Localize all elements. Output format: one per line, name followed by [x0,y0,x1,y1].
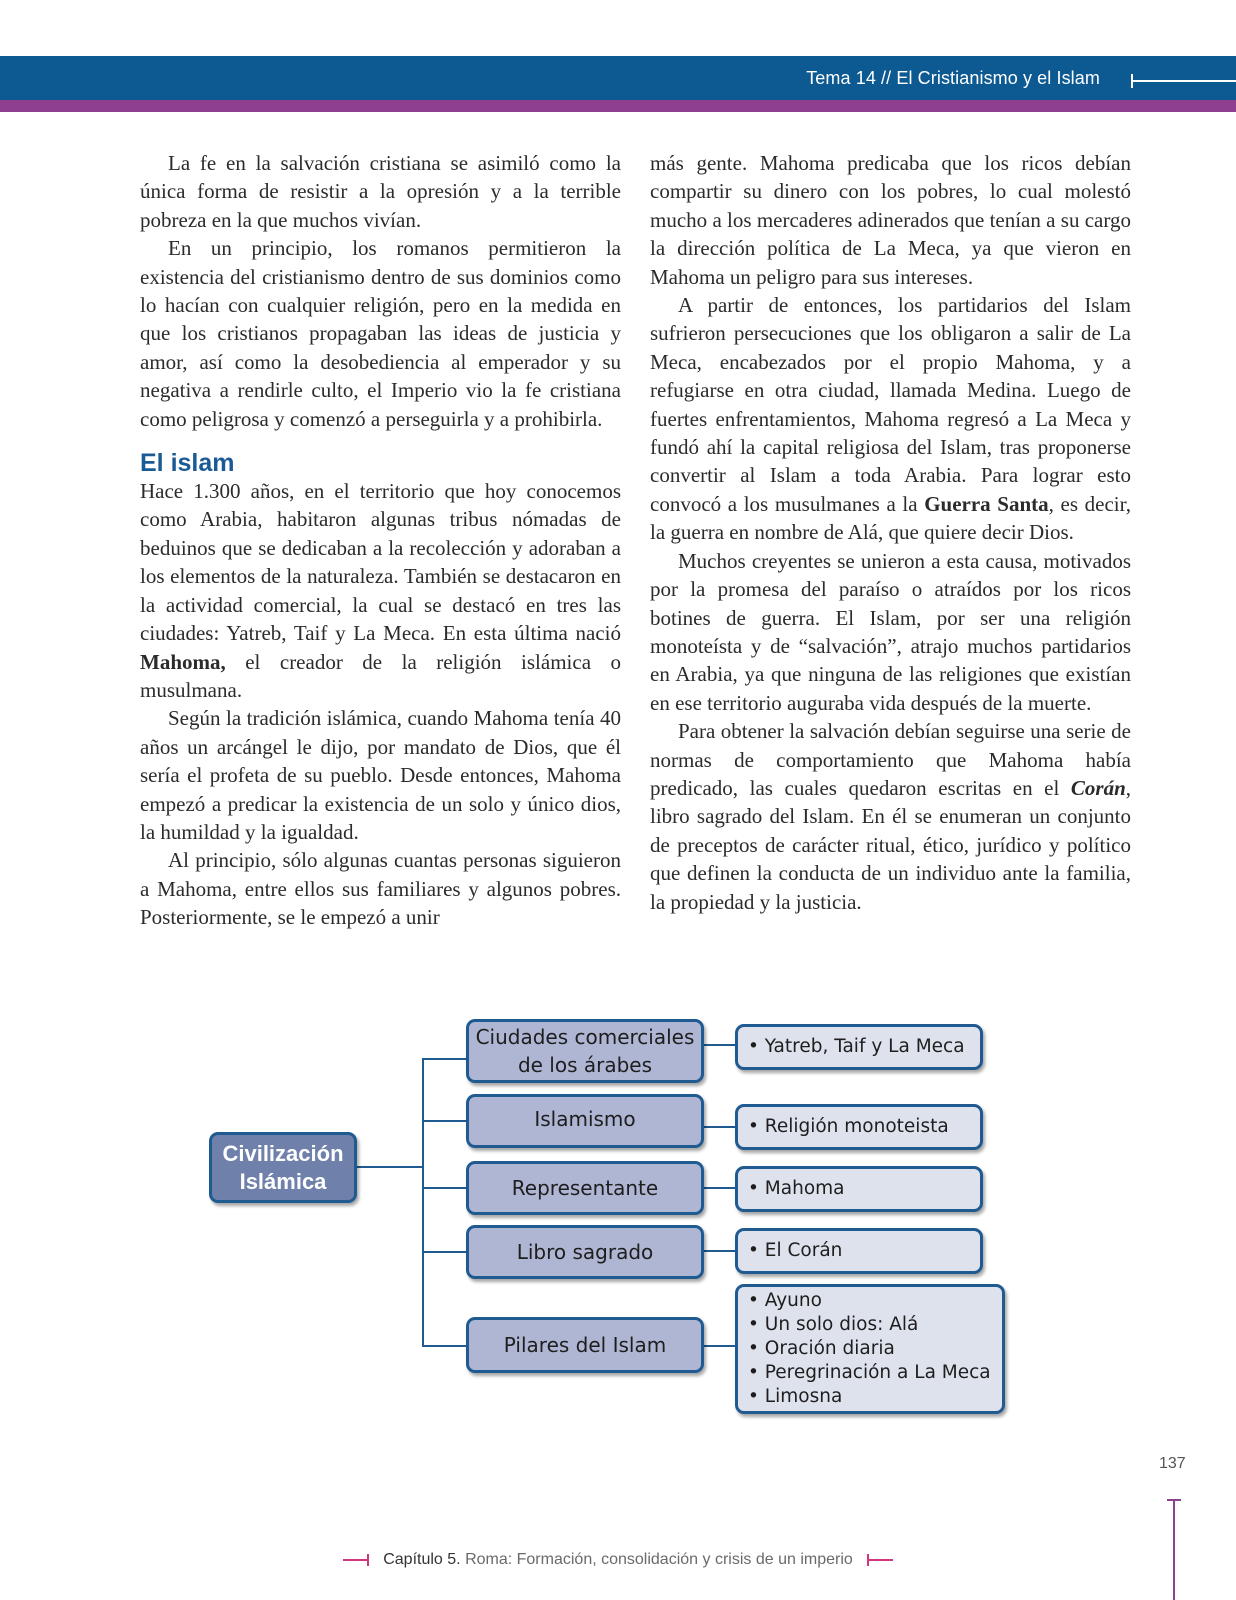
list-item: • Un solo dios: Alá [748,1313,991,1337]
connector-line [704,1250,735,1252]
bold-term: Mahoma, [140,649,226,674]
paragraph: más gente. Mahoma predicaba que los ricos debían compartir su dinero con los pobres, lo cual molestó mucho a los mercaderes adinerados que tenían a su cargo la dirección política de La Meca, ya que vieron en Mahoma un peligro para sus intereses. [650,151,1131,289]
paragraph: Al principio, sólo algunas cuantas personas siguieron a Mahoma, entre ellos sus familiares y algunos pobres. Posteriormente, se le empezó a unir [140,848,621,930]
paragraph [650,717,1131,916]
map-node-islamismo: Islamismo [466,1094,704,1148]
list-item: • El Corán [748,1239,842,1263]
connector-line [422,1120,466,1122]
paragraph [650,291,1131,547]
map-leaf-representante [735,1166,983,1212]
chapter-topic-title: Tema 14 // El Cristianismo y el Islam [806,68,1100,88]
paragraph: Según la tradición islámica, cuando Mahoma tenía 40 años un arcángel le dijo, por mandato de Dios, que él sería el profeta de su pueblo. Desde entonces, Mahoma empezó a predicar la existencia de un solo y único dios, la humildad y la igualdad. [140,706,621,844]
connector-line [704,1044,735,1046]
bold-term: Guerra Santa [924,491,1049,516]
map-node-representante: Representante [466,1161,704,1215]
paragraph: En un principio, los romanos permitieron la existencia del cristianismo dentro de sus dominios como lo hacían con cualquier religión, pero en la medida en que los cristianos propagaban las ideas de justicia y amor, así como la desobediencia al emperador y su negativa a rendirle culto, el Imperio vio la fe cristiana como peligrosa y comenzó a perseguirla y a prohibirla. [140,236,621,431]
connector-line [704,1345,735,1347]
map-leaf-islamismo [735,1104,983,1150]
bullet-list [748,1177,845,1201]
bullet-list [748,1289,991,1409]
map-leaf-ciudades [735,1024,983,1070]
footer-ornament [343,1559,369,1561]
bullet-list [748,1115,949,1139]
paragraph [140,477,621,704]
left-text-column [140,149,621,932]
map-node-libro-sagrado: Libro sagrado [466,1225,704,1279]
list-item: • Yatreb, Taif y La Meca [748,1035,965,1059]
list-item: • Oración diaria [748,1337,991,1361]
list-item: • Peregrinación a La Meca [748,1361,991,1385]
connector-line [357,1166,423,1168]
text-run: , libro sagrado del Islam. En él se enumeran un conjunto de preceptos de carácter ritual, ético, jurídico y político que definen la conducta de un individuo ante la familia, la propiedad y la justicia. [650,775,1131,914]
text-run: A partir de entonces, los partidarios del Islam sufrieron persecuciones que los obligaron a salir de La Meca, encabezados por el propio Mahoma, y a refugiarse en otra ciudad, llamada Medina. Luego de fuertes enfrentamientos, Mahoma regresó a La Meca y fundó ahí la capital religiosa del Islam, tras proponerse convertir al Islam a toda Arabia. Para lograr esto convocó a los musulmanes a la [650,293,1131,516]
header-rule [1132,80,1236,82]
page-number: 137 [1159,1455,1186,1472]
paragraph: La fe en la salvación cristiana se asimiló como la única forma de resistir a la opresión y a la terrible pobreza en la que muchos vivían. [140,151,621,232]
bullet-list [748,1239,842,1263]
map-leaf-libro-sagrado [735,1228,983,1274]
footer-vertical-rule [1173,1500,1175,1600]
list-item: • Religión monoteista [748,1115,949,1139]
right-text-column [650,149,1131,916]
connector-trunk [422,1058,424,1346]
text-run: el creador de la religión islámica o musulmana. [140,649,621,702]
text-run: Hace 1.300 años, en el territorio que hoy conocemos como Arabia, habitaron algunas tribus nómadas de beduinos que se dedicaban a la recolección y adoraban a los elementos de la naturaleza. También se destacaron en la actividad comercial, la cual se destacó en tres las ciudades: Yatreb, Taif y La Meca. En esta última nació [140,479,621,646]
list-item: • Mahoma [748,1177,845,1201]
connector-line [704,1187,735,1189]
connector-line [422,1058,466,1060]
map-leaf-pilares [735,1284,1005,1414]
running-footer [0,1551,1236,1569]
connector-line [422,1251,466,1253]
connector-line [704,1126,735,1128]
bold-italic-term: Corán [1070,775,1126,800]
header-accent-stripe [0,100,1236,112]
connector-line [422,1345,466,1347]
map-node-ciudades: Ciudades comerciales de los árabes [466,1019,704,1083]
section-heading: El islam [140,449,235,478]
text-run: , es decir, la guerra en nombre de Alá, que quiere decir Dios. [650,491,1132,545]
text-run: Para obtener la salvación debían seguirse una serie de normas de comportamiento que Mahoma había predicado, las cuales quedaron escritas en el [650,719,1131,800]
list-item: • Ayuno [748,1289,991,1313]
map-node-pilares: Pilares del Islam [466,1317,704,1373]
connector-line [422,1187,466,1189]
paragraph: Muchos creyentes se unieron a esta causa, motivados por la promesa del paraíso o atraídos por los ricos botines de guerra. El Islam, por ser una religión monoteísta y de “salvación”, atrajo muchos partidarios en Arabia, ya que ninguna de las religiones que existían en ese territorio auguraba vida después de la muerte. [650,548,1131,715]
bullet-list [748,1035,965,1059]
footer-ornament [867,1559,893,1561]
map-root-node: Civilización Islámica [209,1132,357,1203]
footer-chapter-title: Roma: Formación, consolidación y crisis de un imperio [465,1551,853,1568]
footer-chapter-label: Capítulo 5. [383,1551,461,1568]
list-item: • Limosna [748,1385,991,1409]
